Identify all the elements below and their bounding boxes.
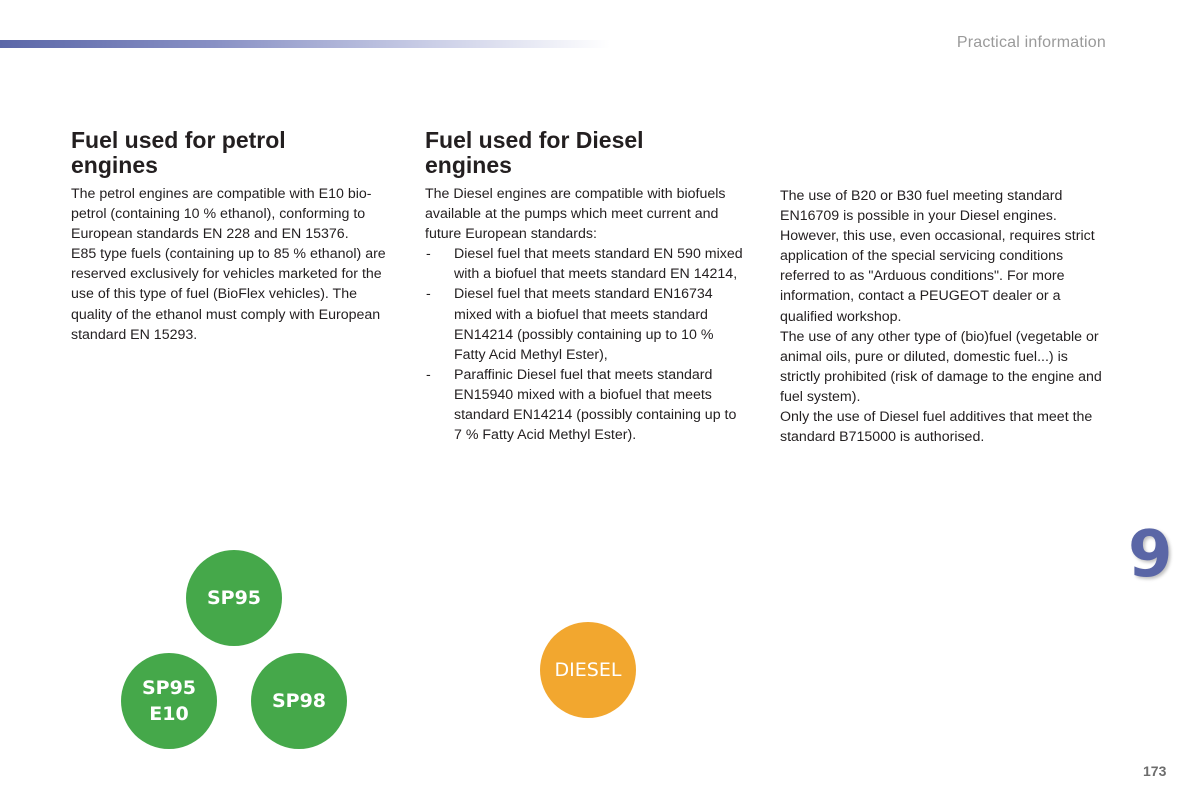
sp95-e10-label: [142, 675, 196, 727]
diesel-heading: Fuel used for Diesel engines: [425, 127, 644, 178]
diesel-fuel-list: [425, 244, 747, 445]
list-item: - Paraffinic Diesel fuel that meets standard EN15940 mixed with a biofuel that meets standard EN14214 (possibly containing up to 7 % Fatty Acid Methyl Ester).: [425, 365, 747, 445]
sp95-e10-line2: E10: [149, 703, 189, 725]
notes-paragraph-3: Only the use of Diesel fuel additives that meet the standard B715000 is authorised.: [780, 409, 1093, 446]
chapter-number: 9: [1128, 518, 1173, 592]
diesel-column: [425, 128, 755, 445]
diesel-badge: [540, 622, 636, 718]
sp98-badge: [251, 653, 347, 749]
sp95-badge: [186, 550, 282, 646]
header-gradient-bar: [0, 40, 610, 48]
petrol-column: [71, 128, 401, 345]
diesel-intro: The Diesel engines are compatible with biofuels available at the pumps which meet current and future European standards:: [425, 186, 726, 243]
diesel-label: DIESEL: [554, 659, 622, 681]
petrol-paragraph-2: E85 type fuels (containing up to 85 % ethanol) are reserved exclusively for vehicles marketed for the use of this type of fuel (BioFlex vehicles). The quality of the ethanol must comply with European standard EN 15293.: [71, 246, 386, 343]
sp95-label: SP95: [206, 587, 262, 609]
section-title: Practical information: [956, 34, 1106, 51]
notes-column: [780, 186, 1110, 447]
page-number: 173: [1143, 763, 1167, 779]
list-item: - Diesel fuel that meets standard EN 590 mixed with a biofuel that meets standard EN 14214,: [425, 244, 747, 284]
list-item: - Diesel fuel that meets standard EN16734 mixed with a biofuel that meets standard EN14214 (possibly containing up to 10 % Fatty Acid Methyl Ester),: [425, 284, 747, 364]
notes-paragraph-1: The use of B20 or B30 fuel meeting standard EN16709 is possible in your Diesel engines. However, this use, even occasional, requires strict application of the special servicing conditions referred to as "Arduous conditions". For more information, contact a PEUGEOT dealer or a qualified workshop.: [780, 188, 1095, 325]
sp95-e10-line1: SP95: [141, 677, 197, 699]
petrol-paragraph-1: The petrol engines are compatible with E10 bio-petrol (containing 10 % ethanol), conforming to European standards EN 228 and EN 15376.: [71, 186, 372, 243]
notes-paragraph-2: The use of any other type of (bio)fuel (vegetable or animal oils, pure or diluted, domestic fuel...) is strictly prohibited (risk of damage to the engine and fuel system).: [780, 328, 1102, 405]
petrol-heading: Fuel used for petrol engines: [71, 127, 286, 178]
sp98-label: SP98: [271, 690, 327, 712]
sp95-e10-badge: [121, 653, 217, 749]
